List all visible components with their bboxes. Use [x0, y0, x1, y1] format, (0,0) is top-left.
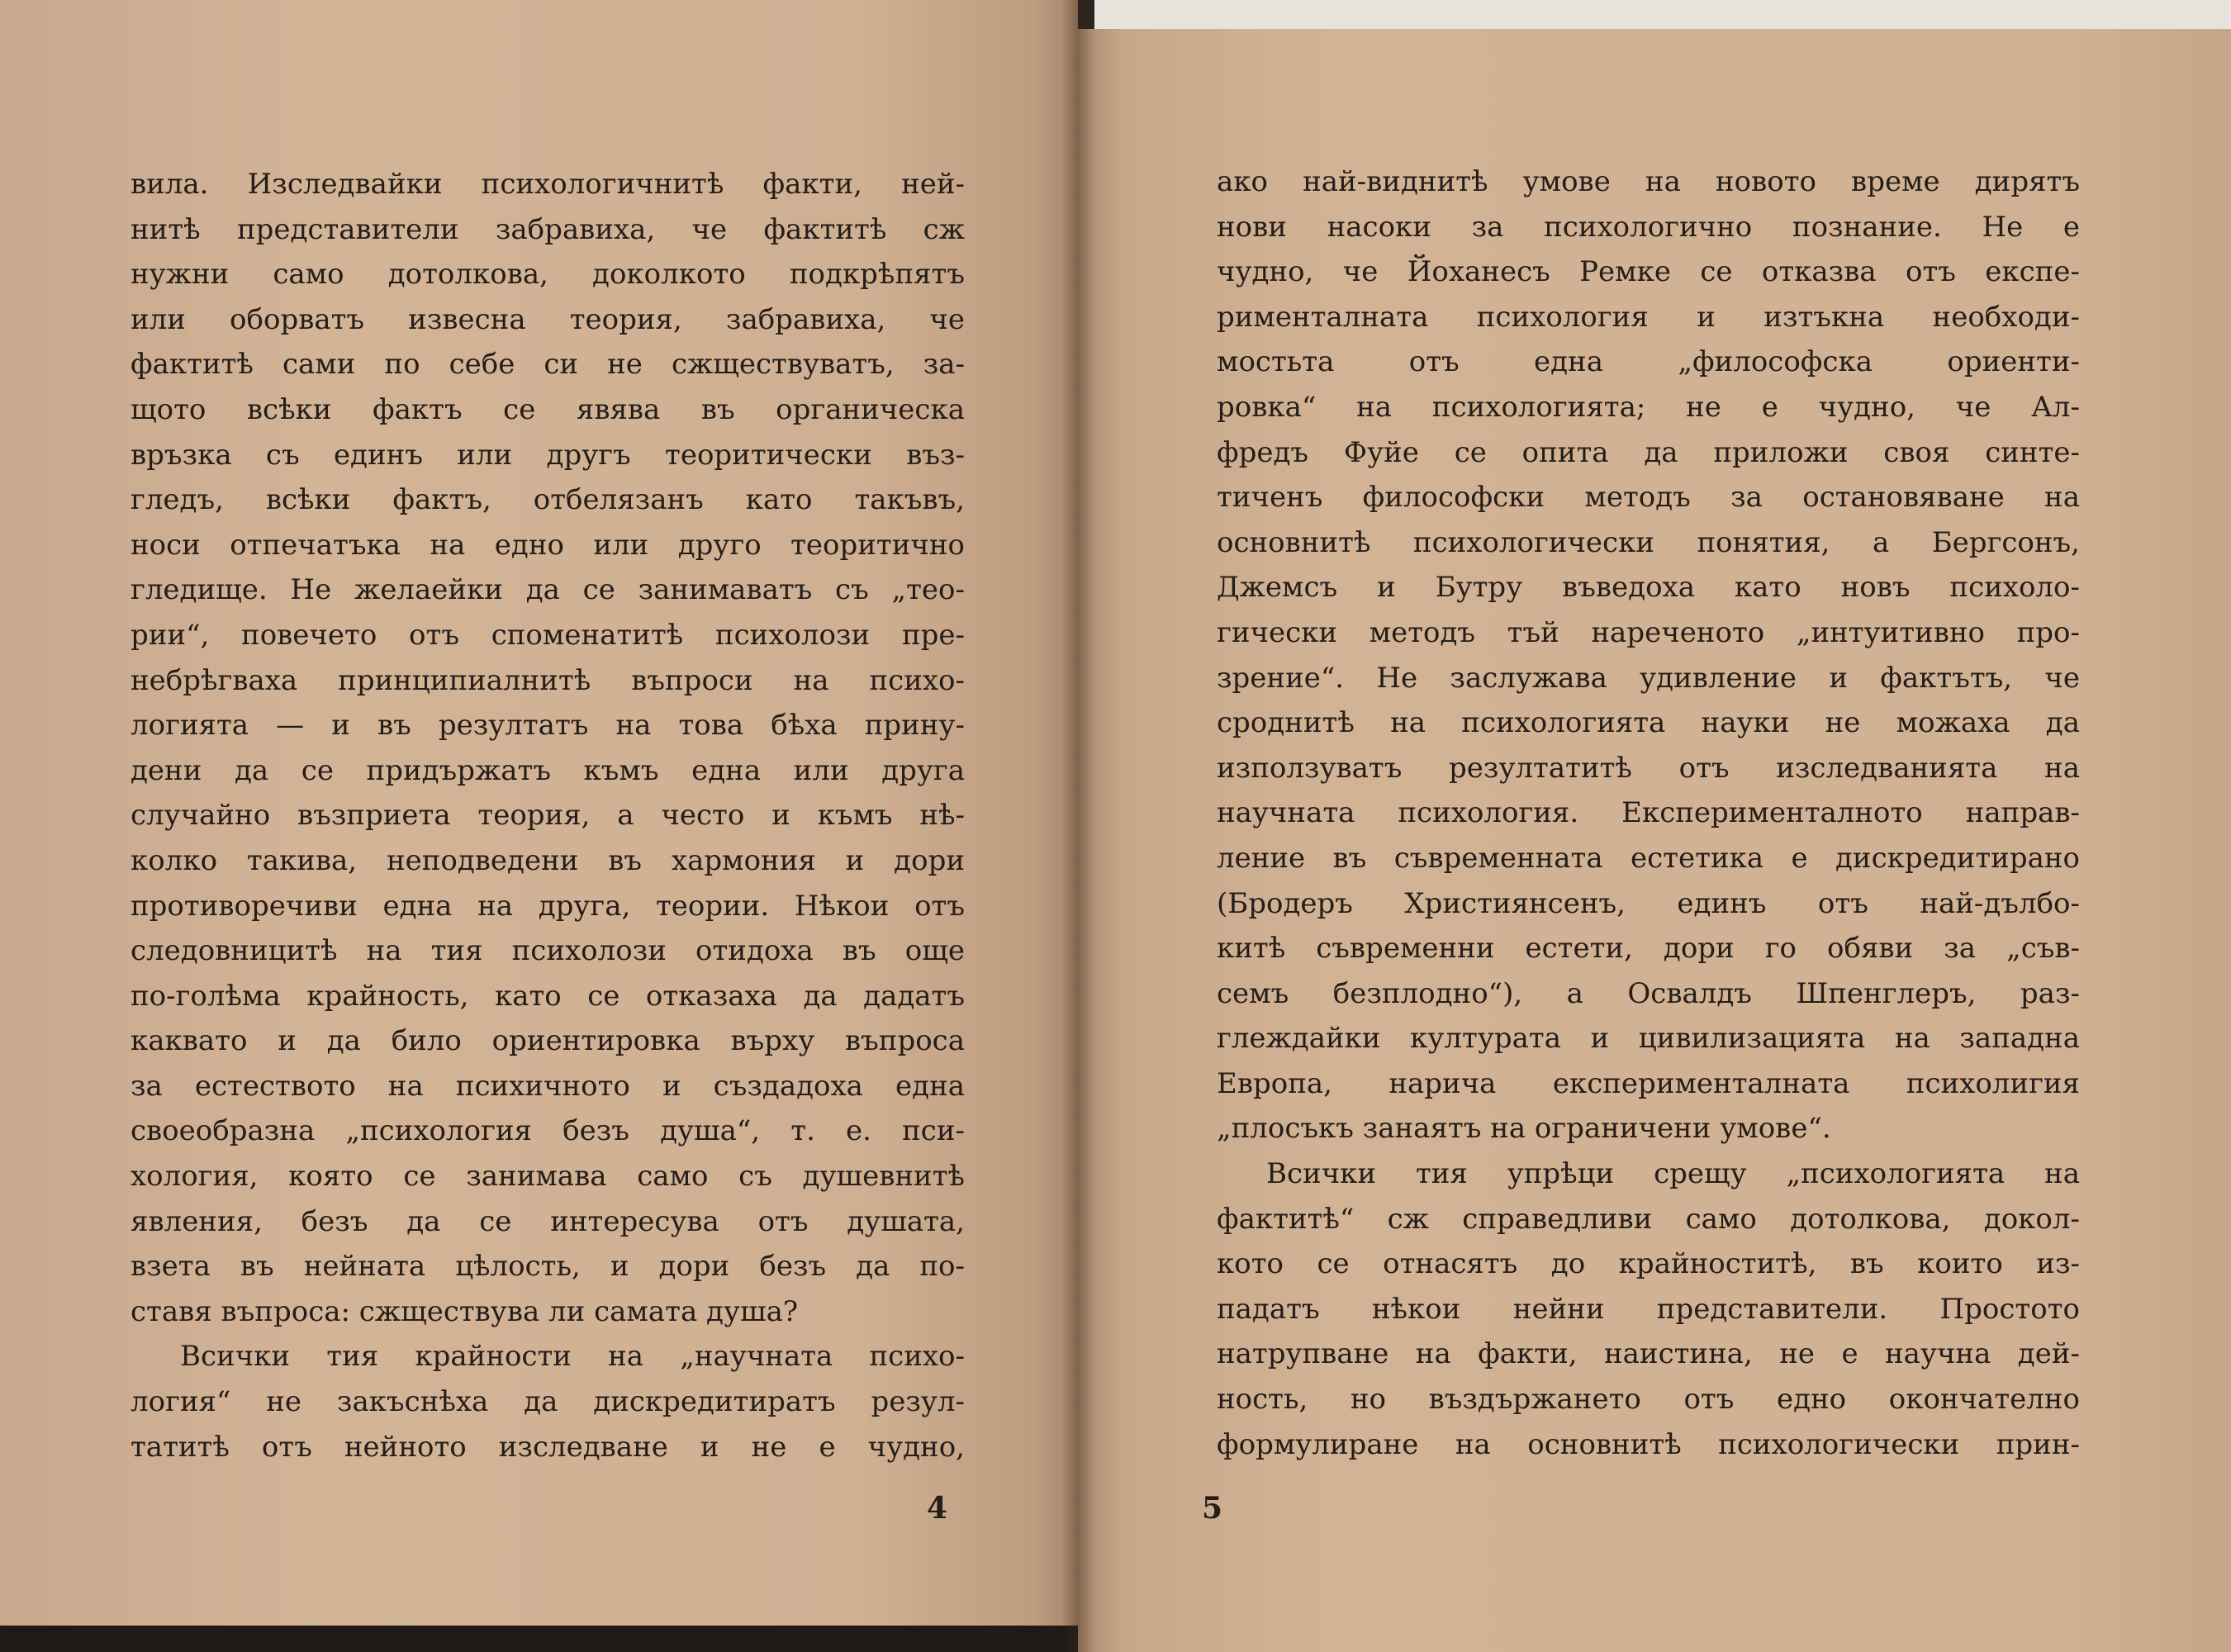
text-line: основнитѣ психологически понятия, а Бергсонъ, — [1217, 525, 2080, 559]
text-line: китѣ съвременни естети, дори го обяви за „съв- — [1217, 932, 2080, 966]
right-page — [1078, 29, 2231, 1652]
text-line: хология, която се занимава само съ душевнитѣ — [131, 1160, 965, 1194]
text-line: ровка“ на психологията; не е чудно, че Ал- — [1217, 390, 2080, 424]
text-line: използуватъ резултатитѣ отъ изследванията на — [1217, 751, 2080, 785]
text-line: случайно възприета теория, а често и къмъ нѣ- — [131, 799, 965, 833]
text-line: Всички тия крайности на „научната психо- — [180, 1340, 965, 1374]
text-line: гледъ, всѣки фактъ, отбелязанъ като такъвъ, — [131, 483, 965, 517]
text-line: нитѣ представители забравиха, че фактитѣ сж — [131, 212, 965, 246]
text-line: гледище. Не желаейки да се занимаватъ съ „тео- — [131, 573, 965, 607]
text-line: връзка съ единъ или другъ теоритически въз- — [131, 438, 965, 472]
text-line: колко такива, неподведени въ хармония и дори — [131, 843, 965, 877]
text-line: сроднитѣ на психологията науки не можаха да — [1217, 706, 2080, 740]
text-line: глеждайки културата и цивилизацията на западна — [1217, 1022, 2080, 1056]
text-line: мостьта отъ една „философска ориенти- — [1217, 345, 2080, 379]
text-line: своеобразна „психология безъ душа“, т. е. пси- — [131, 1114, 965, 1148]
text-line: явления, безъ да се интересува отъ душата, — [131, 1204, 965, 1238]
text-line: фредъ Фуйе се опита да приложи своя синте- — [1217, 435, 2080, 469]
page-number-left: 4 — [927, 1491, 948, 1526]
left-page — [0, 0, 1078, 1626]
left-page-text — [131, 162, 965, 1469]
text-line: щото всѣки фактъ се явява въ органическа — [131, 392, 965, 426]
text-line: зрение“. Не заслужава удивление и фактътъ, че — [1217, 661, 2080, 695]
text-line: формулиране на основнитѣ психологически прин- — [1217, 1427, 2080, 1461]
text-line: Всички тия упрѣци срещу „психологията на — [1266, 1157, 2080, 1191]
text-line: или оборватъ извесна теория, забравиха, че — [131, 302, 965, 336]
text-line: чудно, че Йоханесъ Ремке се отказва отъ експе- — [1217, 255, 2080, 289]
text-line: семъ безплодно“), а Освалдъ Шпенглеръ, раз- — [1217, 976, 2080, 1010]
text-line: натрупване на факти, наистина, не е научна дей- — [1217, 1337, 2080, 1371]
text-line: носи отпечатъка на едно или друго теоритично — [131, 528, 965, 562]
text-line: гически методъ тъй нареченото „интуитивно про- — [1217, 615, 2080, 649]
text-line: Джемсъ и Бутру въведоха като новъ психоло- — [1217, 571, 2080, 605]
text-line: тиченъ философски методъ за остановяване на — [1217, 481, 2080, 515]
text-line: фактитѣ“ сж справедливи само дотолкова, докол- — [1217, 1202, 2080, 1236]
text-line: небрѣгваха принципиалнитѣ въпроси на психо- — [131, 663, 965, 697]
text-line: взета въ нейната цѣлость, и дори безъ да по- — [131, 1250, 965, 1284]
text-line: „плосъкъ занаятъ на ограничени умове“. — [1217, 1112, 1831, 1146]
text-line: за естеството на психичното и създадоха една — [131, 1069, 965, 1103]
text-line: вила. Изследвайки психологичнитѣ факти, ней- — [131, 168, 965, 201]
right-page-text — [1217, 159, 2080, 1467]
book-gutter — [1061, 0, 1094, 1652]
text-line: рименталната психология и изтъкна необходи- — [1217, 300, 2080, 334]
text-line: нови насоки за психологично познание. Не е — [1217, 210, 2080, 244]
text-line: каквато и да било ориентировка върху въпроса — [131, 1024, 965, 1058]
text-line: логия“ не закъснѣха да дискредитиратъ резул- — [131, 1385, 965, 1419]
text-line: татитѣ отъ нейното изследване и не е чудно, — [131, 1430, 965, 1464]
text-line: научната психология. Експерименталното направ- — [1217, 796, 2080, 830]
text-line: противоречиви една на друга, теории. Нѣкои отъ — [131, 889, 965, 923]
text-line: ность, но въздържането отъ едно окончателно — [1217, 1383, 2080, 1417]
text-line: логията — и въ резултатъ на това бѣха прину- — [131, 709, 965, 743]
text-line: по-голѣма крайность, като се отказаха да дадатъ — [131, 979, 965, 1013]
text-line: кото се отнасятъ до крайноститѣ, въ които из- — [1217, 1247, 2080, 1281]
text-line: следовницитѣ на тия психолози отидоха въ още — [131, 934, 965, 968]
page-number-right: 5 — [1202, 1491, 1223, 1526]
text-line: ставя въпроса: сжществува ли самата душа? — [131, 1294, 799, 1328]
text-line: ление въ съвременната естетика е дискредитирано — [1217, 841, 2080, 875]
text-line: дени да се придържатъ къмъ една или друга — [131, 753, 965, 787]
text-line: нужни само дотолкова, доколкото подкрѣпятъ — [131, 258, 965, 292]
text-line: Европа, нарича експерименталната психолигия — [1217, 1066, 2080, 1100]
background-bottom — [0, 1626, 1078, 1652]
text-line: падатъ нѣкои нейни представители. Простото — [1217, 1292, 2080, 1326]
background-top — [1094, 0, 2231, 29]
text-line: (Бродеръ Християнсенъ, единъ отъ най-дълбо- — [1217, 886, 2080, 920]
text-line: рии“, повечето отъ споменатитѣ психолози пре- — [131, 618, 965, 652]
text-line: фактитѣ сами по себе си не сжществуватъ, за- — [131, 348, 965, 382]
text-line: ако най-виднитѣ умове на новото време дирятъ — [1217, 165, 2080, 198]
